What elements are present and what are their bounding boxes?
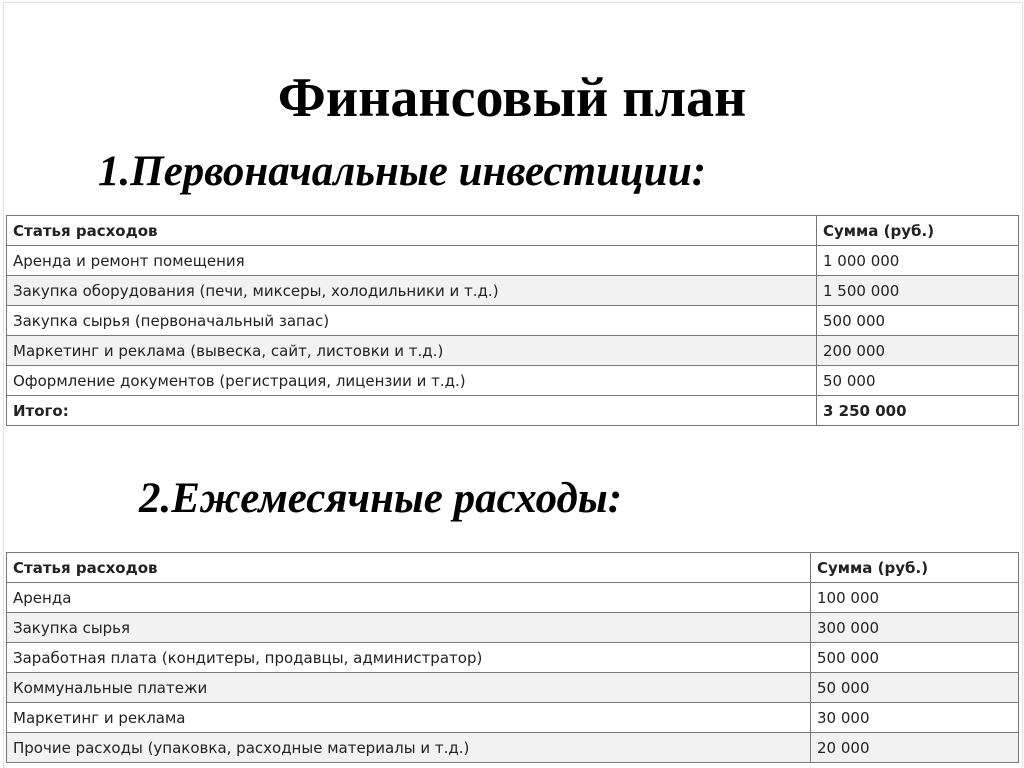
expense-item-cell: Маркетинг и реклама (вывеска, сайт, листовки и т.д.) [7, 336, 817, 366]
expense-item-cell: Заработная плата (кондитеры, продавцы, администратор) [7, 643, 811, 673]
column-header-amount: Сумма (руб.) [817, 216, 1019, 246]
column-header-item: Статья расходов [7, 216, 817, 246]
amount-cell: 20 000 [811, 733, 1019, 763]
column-header-item: Статья расходов [7, 553, 811, 583]
table-row [7, 643, 1019, 673]
expense-item-cell: Закупка оборудования (печи, миксеры, холодильники и т.д.) [7, 276, 817, 306]
table-row [7, 733, 1019, 763]
table-row [7, 583, 1019, 613]
amount-cell: 1 500 000 [817, 276, 1019, 306]
table-row [7, 613, 1019, 643]
expense-item-cell: Аренда и ремонт помещения [7, 246, 817, 276]
table-header-row [7, 216, 1019, 246]
expense-item-cell: Коммунальные платежи [7, 673, 811, 703]
initial-investments-table [6, 215, 1019, 426]
table-row [7, 276, 1019, 306]
table-row [7, 366, 1019, 396]
total-row [7, 396, 1019, 426]
column-header-amount: Сумма (руб.) [811, 553, 1019, 583]
section-heading-initial-investments: 1.Первоначальные инвестиции: [98, 148, 707, 195]
total-amount: 3 250 000 [817, 396, 1019, 426]
amount-cell: 50 000 [811, 673, 1019, 703]
expense-item-cell: Маркетинг и реклама [7, 703, 811, 733]
amount-cell: 30 000 [811, 703, 1019, 733]
table-row [7, 336, 1019, 366]
table-row [7, 703, 1019, 733]
expense-item-cell: Прочие расходы (упаковка, расходные материалы и т.д.) [7, 733, 811, 763]
amount-cell: 500 000 [817, 306, 1019, 336]
page-title: Финансовый план [277, 67, 747, 129]
expense-item-cell: Закупка сырья [7, 613, 811, 643]
amount-cell: 100 000 [811, 583, 1019, 613]
table-row [7, 306, 1019, 336]
table-row [7, 673, 1019, 703]
amount-cell: 50 000 [817, 366, 1019, 396]
section-heading-monthly-expenses: 2.Ежемесячные расходы: [139, 475, 623, 522]
amount-cell: 1 000 000 [817, 246, 1019, 276]
expense-item-cell: Закупка сырья (первоначальный запас) [7, 306, 817, 336]
monthly-expenses-table [6, 552, 1019, 763]
expense-item-cell: Оформление документов (регистрация, лицензии и т.д.) [7, 366, 817, 396]
amount-cell: 500 000 [811, 643, 1019, 673]
table-header-row [7, 553, 1019, 583]
amount-cell: 200 000 [817, 336, 1019, 366]
expense-item-cell: Аренда [7, 583, 811, 613]
total-label: Итого: [7, 396, 817, 426]
amount-cell: 300 000 [811, 613, 1019, 643]
table-row [7, 246, 1019, 276]
